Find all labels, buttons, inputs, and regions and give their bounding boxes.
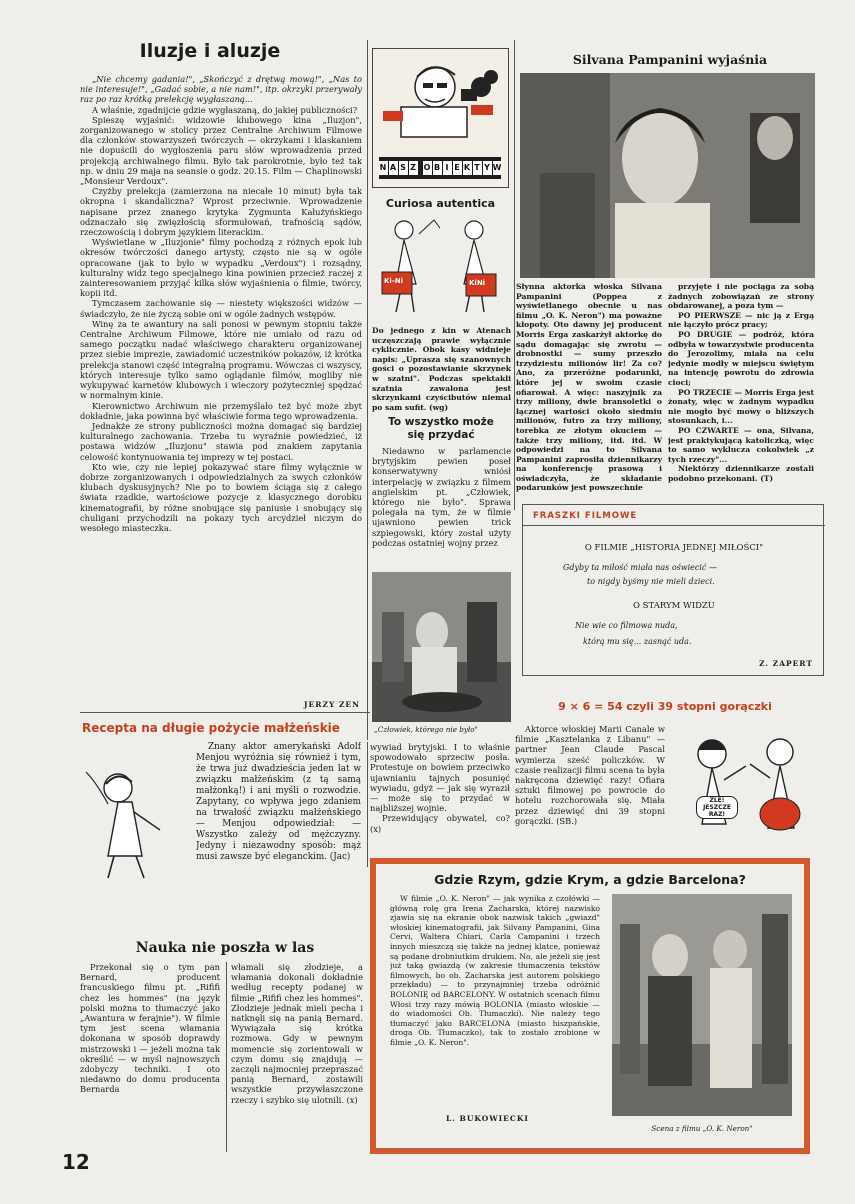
column-rule (367, 40, 368, 740)
fraszki-title-2: O STARYM WIDZU (633, 601, 715, 611)
obiektyw-letter: T (473, 161, 482, 175)
recepta-text: Znany aktor amerykański Adolf Menjou wyróżnia się również i tym, że trwa już dwadzieścia jeden lat w związku małżeńskim (z tą samą małżonką!) i ani myśli o rozwodzie. Zapytany, co wpływa jego zdaniem na trwałość związku małżeńskiego — Menjou odpowiedział: — Wszystko zależy od mężczyzny. Jedyny i niezawodny sposób: mąż musi zawsze być eleganckim. (Jac) (196, 742, 361, 862)
pampanini-point-2: PO DRUGIE — podróż, która odbyła w towarzystwie producenta do Jerozolimy, miała na celu jedynie modły w miejscu świętym na intencję powrotu do zdrowia cioci; (668, 329, 814, 387)
obiektyw-letter: I (443, 161, 452, 175)
iluzje-paragraph: Wyświetlane w „Iluzjonie" filmy pochodzą z różnych epok lub okresów twórczości danego artysty, często nie są w ogóle opracowane (jak to było w wypadku „Verdoux") i rozsądny, kulturalny widz tego specjalnego kina powinien przecież raczej z zainteresowaniem przyjąć kilka słów wyjaśnienia o filmie, twórcy, kopii itd. (80, 237, 362, 299)
obiektyw-letter: K (463, 161, 472, 175)
pampanini-end: Niektórzy dziennikarze zostali podobno przekonani. (T) (668, 464, 814, 483)
szpieg-photo (372, 572, 511, 722)
iluzje-paragraph: Tymczasem zachowanie się — niestety większości widzów — świadczyło, że nie życzą sobie oni w ogóle żadnych wstępów. (80, 298, 362, 319)
szpieg-title: To wszystko może się przydać (388, 416, 494, 441)
iluzje-paragraph: Spieszę wyjaśnić: widzowie klubowego kina „Iluzjon", zorganizowanego w stolicy przez Centralne Archiwum Filmowe dla członków stowarzyszeń twórczych — okrzykami i klaskaniem nie dopuścili do wygłoszenia paru słów wprowadzenia przed projekcją archiwalnego filmu. Było tak parokrotnie, było też tak np. w dniu 29 maja na seansie o godz. 20.15. Film — Chaplinowski „Monsieur Verdoux". (80, 114, 362, 187)
column-rule (514, 40, 515, 510)
fraszki-box (522, 504, 824, 676)
obiektyw-letter: A (389, 161, 398, 175)
page-number: 12 (62, 1150, 90, 1174)
obiektyw-letter: B (433, 161, 442, 175)
fraszki-line-4: którą mu się... zasnąć uda. (583, 637, 692, 646)
iluzje-paragraph: Kierownictwo Archiwum nie przemyślało też być może zbyt dokładnie, jaka powinna być właściwie forma tego wprowadzenia. (80, 400, 362, 421)
slap-illustration (676, 724, 816, 850)
iluzje-signature: JERZY ZEN (304, 700, 360, 709)
obiektyw-badge (379, 157, 501, 179)
pampanini-col1: Słynna aktorka włoska Silvana Pampanini (Poppea z wyświetlanego obecnie u nas filmu „O. K. Neron") ma poważne kłopoty. Oto dawny jej producent Morris Erga zaskarżył aktorkę do sądu domagając się zwrotu — drobnostki — sumy przeszło trzydziestu milionów lir! Za co? Ano, za przeróżne podarunki, które jej w swoim czasie ofiarował. A więc: naszyjnik za trzy miliony, dwie bransoletki o łącznej wartości około siedmiu milionów, futro za trzy miliony, torebka ze złotym okuciem — także trzy miliony, itd. itd. W odpowiedzi na to Silvana Pampanini zaprosiła dziennikarzy na konferencję prasową i oświadczyła, że składanie podarunków jest powszechnie (516, 282, 662, 493)
fraszki-line-2: to nigdy byśmy nie mieli dzieci. (587, 577, 715, 586)
shoeshine-illustration (374, 214, 508, 322)
iluzje-paragraph: „Nie chcemy gadania!", „Skończyć z drętwą mową!", „Nas to nie interesuje!", „Gadać sobie, a nie nam!", itp. okrzyki przerywały raz po raz krótką prelekcję wygłaszaną... (80, 74, 362, 105)
curiosa-title: Curiosa autentica (385, 197, 496, 210)
iluzje-paragraph: Winę za te awantury na sali ponosi w pewnym stopniu także Centralne Archiwum Filmowe, które nie umiało od razu od samego początku nadać właściwego charakteru organizowanej przez siebie imprezie, zawiadomić uczestników pokazów, iż krótka prelekcja stanowi część integralną programu. Wówczas ci wszyscy, których interesuje tylko samo oglądanie filmów, mogliby nie wykupywać karnetów klubowych i wieczory pożyteczniej spędzać w normalnym kinie. (80, 318, 362, 401)
recepta-illustration (78, 752, 188, 884)
photo-scene (520, 73, 815, 278)
fraszki-line-1: Gdyby ta miłość miała nas oświecić — (563, 563, 717, 572)
iluzje-title: Iluzje i aluzje (139, 40, 281, 62)
curiosa-illustration-box (374, 214, 508, 322)
obiektyw-letter: S (399, 161, 408, 175)
rzym-signature: L. BUKOWIECKI (446, 1114, 529, 1123)
pampanini-point-3: PO TRZECIE — Morris Erga jest żonaty, więc w żadnym wypadku nie mogło być mowy o bliższych stosunkach, i... (668, 387, 814, 426)
szpieg-caption: „Człowiek, którego nie było" (374, 725, 478, 734)
nauka-col1: Przekonał się o tym pan Bernard, producent francuskiego filmu pt. „Rififi chez les hommes" (na język polski można to tłumaczyć jako „Awantura w ferajnie"). W filmie tym jest scena włamania dokonana w sposób doprawdy mistrzowski i — jeżeli można tak określić — w myśl najnowszych zdobyczy techniki. I oto niedawno do domu producenta Bernarda (80, 962, 220, 1095)
obiektyw-letters (379, 161, 502, 175)
pampanini-point-4: PO CZWARTE — ona, Silvana, jest praktykującą katoliczką, więc to samo wyklucza cokolwiek „z tych rzeczy"... (668, 425, 814, 464)
pampanini-intro: przyjęte i nie pociąga za sobą żadnych zobowiązań ze strony obdarowanej, a poza tym — (668, 282, 814, 311)
obiektyw-letter: Y (483, 161, 492, 175)
menjou-cartoon (78, 752, 188, 884)
nauka-title: Nauka nie poszła w las (135, 940, 315, 956)
szpieg-text: Niedawno w parlamencie brytyjskim pewien poseł konserwatywny wniósł interpelację w związku z filmem angielskim pt. „Człowiek, którego nie było". Sprawa polegała na tym, że w filmie ujawniono pewien trick szpiegowski, który został użyty podczas ostatniej wojny przez (372, 446, 511, 548)
obiektyw-letter: W (493, 161, 502, 175)
fraszki-rule (523, 525, 825, 526)
goraczka-illustration (676, 724, 816, 850)
photo-scene (372, 572, 511, 722)
rzym-title: Gdzie Rzym, gdzie Krym, a gdzie Barcelona? (434, 872, 746, 887)
recepta-title: Recepta na długie pożycie małżeńskie (82, 721, 340, 735)
fraszki-line-3: Nie wie co filmowa nuda, (575, 621, 678, 630)
iluzje-paragraph: Jednakże ze strony publiczności można domagać się bardziej kulturalnego zachowania. Trzeba tu wyraźnie powiedzieć, iż postawa widzów „Iluzjonu" stawia pod znakiem zapytania celowość kontynuowania tej imprezy w tej postaci. (80, 420, 362, 462)
sign-right-label: KiNi (469, 279, 486, 287)
szpieg-continuation-text: wywiad brytyjski. I to właśnie spowodowało sprzeciw posła. Protestuje on bowiem przeciwko ujawnianiu tajnych posunięć wywiadu, gdyż — jak się wyraził — może się to przydać w najbliższej wojnie. (370, 742, 510, 814)
cameraman-illustration (373, 49, 508, 149)
pampanini-col2 (668, 282, 814, 502)
rzym-box (370, 858, 810, 1154)
pampanini-point-1: PO PIERWSZE — nic ją z Ergą nie łączyło prócz pracy; (668, 310, 814, 330)
obiektyw-letter: E (453, 161, 462, 175)
rzym-photo (612, 894, 792, 1116)
column-rule (367, 742, 368, 867)
sign-left-label: Ki-Ni (384, 277, 403, 285)
fraszki-title-1: O FILMIE „HISTORIA JEDNEJ MIŁOŚCI" (584, 543, 764, 553)
column-rule (226, 962, 227, 1152)
szpieg-continuation (370, 742, 510, 866)
iluzje-paragraph: A właśnie, zgadnijcie gdzie wygłaszaną, do jakiej publiczności? (92, 104, 358, 115)
photo-scene (612, 894, 792, 1116)
goraczka-title: 9 × 6 = 54 czyli 39 stopni gorączki (558, 700, 772, 713)
goraczka-text: Aktorce włoskiej Marii Canale w filmie „Kasztelanka z Libanu" — partner Jean Claude Pascal wymierza sześć policzków. W czasie realizacji filmu scena ta była nakręcona dziewięć razy! Ofiara sztuki filmowej po powrocie do hotelu rozchorowała się. Miała przez dziewięć dni 39 stopni gorączki. (SB.) (515, 724, 665, 826)
fraszki-label: FRASZKI FILMOWE (533, 511, 638, 521)
obiektyw-box (372, 48, 509, 188)
obiektyw-letter: O (423, 161, 432, 175)
nauka-col2: włamali się złodzieje, a włamania dokonali dokładnie według recepty podanej w filmie „Rififi chez les hommes". Złodzieje jednak mieli pecha i natknęli się na panią Bernard. Wywiązała się krótka rozmowa. Gdy w pewnym momencie się zorientowali w czym domu się znajdują — zaczęli najmocniej przepraszać panią Bernard, zostawili wszystkie przywłaszczone rzeczy i szybko się ulotnili. (x) (231, 962, 363, 1105)
curiosa-text: Do jednego z kin w Atenach uczęszczają prawie wyłącznie cyklicznie. Obok kasy widnieje napis: „Uprasza się szanownych gości o pozostawianie skrzynek w szatni". Podczas spektakli szatnia zawalona jest skrzynkami czyścibutów niemal po sam sufit. (wg) (372, 326, 511, 412)
iluzje-paragraph: Kto wie, czy nie lepiej pokazywać stare filmy wyłącznie w dobrze zorganizowanych i odpowiedzialnych za swych członków klubach dyskusyjnych? Nie po to bowiem ściąga się z całego świata rzadkie, wartościowe pozycje z klasycznego dorobku kinematografii, by różne snobujące się paniusie i snobujący się chuligani przychodzili na pokazy tych arcydzieł niczym do wesołego miasteczka. (80, 461, 362, 533)
obiektyw-letter: N (379, 161, 388, 175)
iluzje-paragraph: Czyżby prelekcja (zamierzona na niecałe 10 minut) była tak okropna i skandaliczna? Wprost przeciwnie. Wprowadzenie napisane przez znanego krytyka Zygmunta Kałużyńskiego odznaczało się zwięzłością sformułowań, trafnością sądów, rzeczowością i dobrym językiem literackim. (80, 186, 362, 238)
szpieg-end: Przewidujący obywatel, co? (x) (370, 813, 510, 834)
iluzje-article (80, 74, 362, 709)
section-rule (80, 712, 370, 713)
fraszki-author: Z. ZAPERT (759, 659, 813, 668)
obiektyw-letter: Z (409, 161, 418, 175)
pampanini-photo (520, 73, 815, 278)
goraczka-bubble: ŹLE! JESZCZE RAZ! (696, 796, 738, 819)
rzym-text: W filmie „O. K. Neron" — jak wynika z czołówki — główną rolę gra Irena Zacharska, której nazwisko zjawia się na ekranie obok nazwisk takich „gwiazd" włoskiej kinematografii, jak Silvany Pampanini, Gina Cervi, Waltera Chiari, Carla Campanini i trzech innych mieszczą się także na jednej klatce, ponieważ są podane drobniutkim drukiem. No, ale jeżeli się jest już taką gwiazdą (w zakresie tłumaczenia tekstów filmowych, bo ob. Zacharska jest autorem polskiego przekładu) — to przynajmniej trzeba odróżnić BOLONIĘ od BARCELONY. W ostatnich scenach filmu Włosi trzy razy mówią BOLONIA (miasto włoskie — do wiadomości Ob. Tłumaczki). Nie należy tego tłumaczyć jako BARCELONA (miasto hiszpańskie, droga Ob. Tłumaczko), tak to zostało zrobione w filmie „O. K. Neron". (390, 894, 600, 1047)
pampanini-title: Silvana Pampanini wyjaśnia (572, 52, 768, 67)
rzym-caption: Scena z filmu „O. K. Neron" (651, 1124, 753, 1133)
